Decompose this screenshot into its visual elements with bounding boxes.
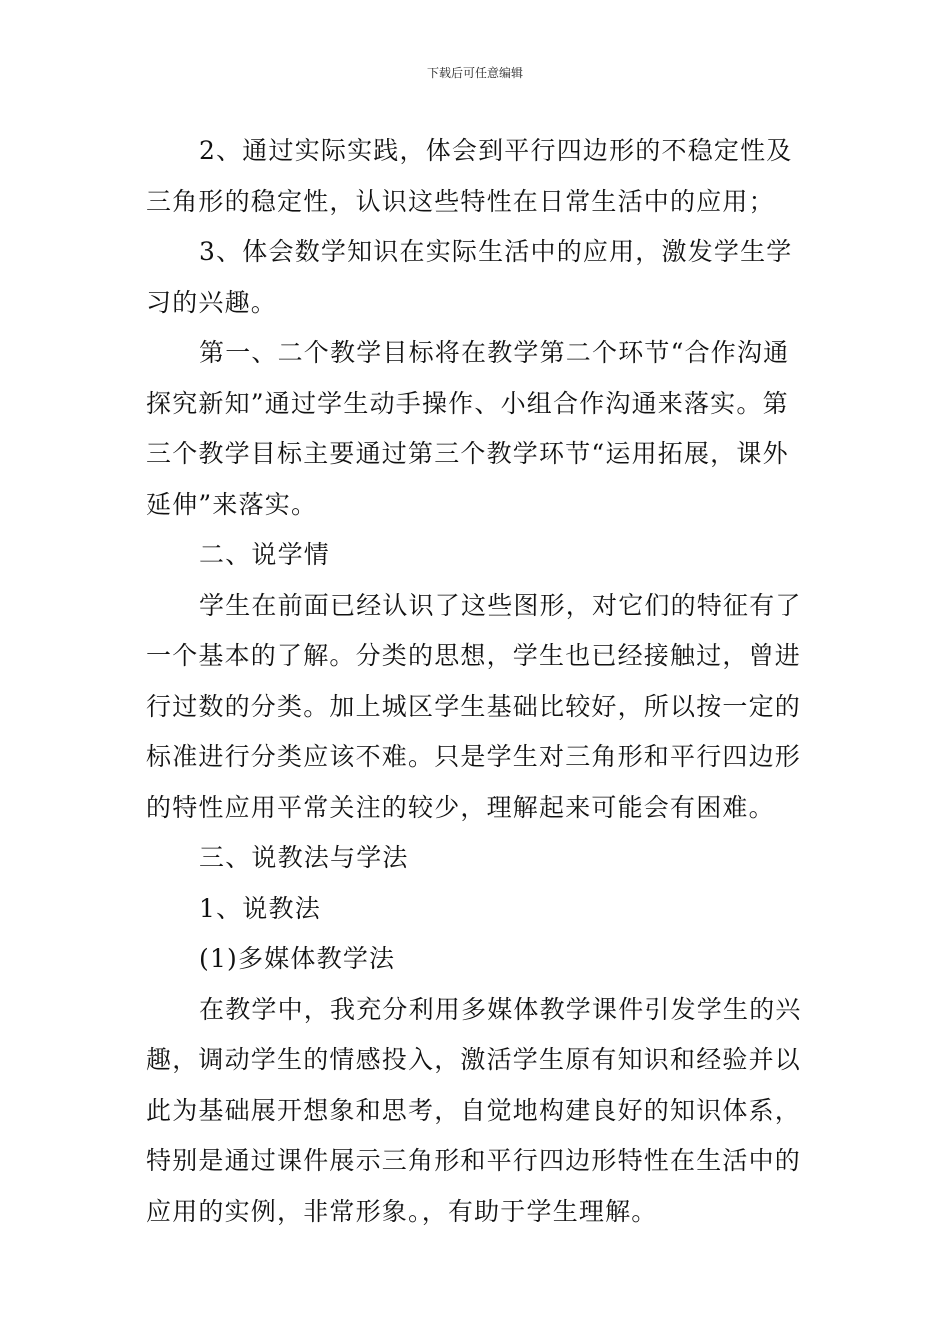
paragraph-objective-2: 2、通过实际实践，体会到平行四边形的不稳定性及三角形的稳定性，认识这些特性在日常生活中的应用；: [146, 136, 793, 216]
paragraph-objective-3: 3、体会数学知识在实际生活中的应用，激发学生学习的兴趣。: [146, 237, 793, 317]
paragraph-objectives-implementation: 第一、二个教学目标将在教学第二个环节“合作沟通探究新知”通过学生动手操作、小组合作沟通来落实。第三个教学目标主要通过第三个教学环节“运用拓展，课外延伸”来落实。: [146, 338, 790, 519]
paragraph-student-analysis: 学生在前面已经认识了这些图形，对它们的特征有了一个基本的了解。分类的思想，学生也已经接触过，曾进行过数的分类。加上城区学生基础比较好，所以按一定的标准进行分类应该不难。只是学生对三角形和平行四边形的特性应用平常关注的较少，理解起来可能会有困难。: [146, 590, 802, 822]
section-heading-student-analysis: 二、说学情: [199, 540, 331, 569]
subheading-teaching-method: 1、说教法: [199, 893, 321, 923]
document-body: [146, 126, 806, 1237]
paragraph-multimedia-method: 在教学中，我充分利用多媒体教学课件引发学生的兴趣，调动学生的情感投入，激活学生原有知识和经验并以此为基础展开想象和思考，自觉地构建良好的知识体系，特别是通过课件展示三角形和平行四边形特性在生活中的应用的实例，非常形象。，有助于学生理解。: [146, 994, 802, 1226]
subheading-multimedia-method: (1)多媒体教学法: [199, 944, 396, 973]
section-heading-methods: 三、说教法与学法: [199, 843, 409, 872]
page-header: 下载后可任意编辑: [426, 66, 523, 80]
